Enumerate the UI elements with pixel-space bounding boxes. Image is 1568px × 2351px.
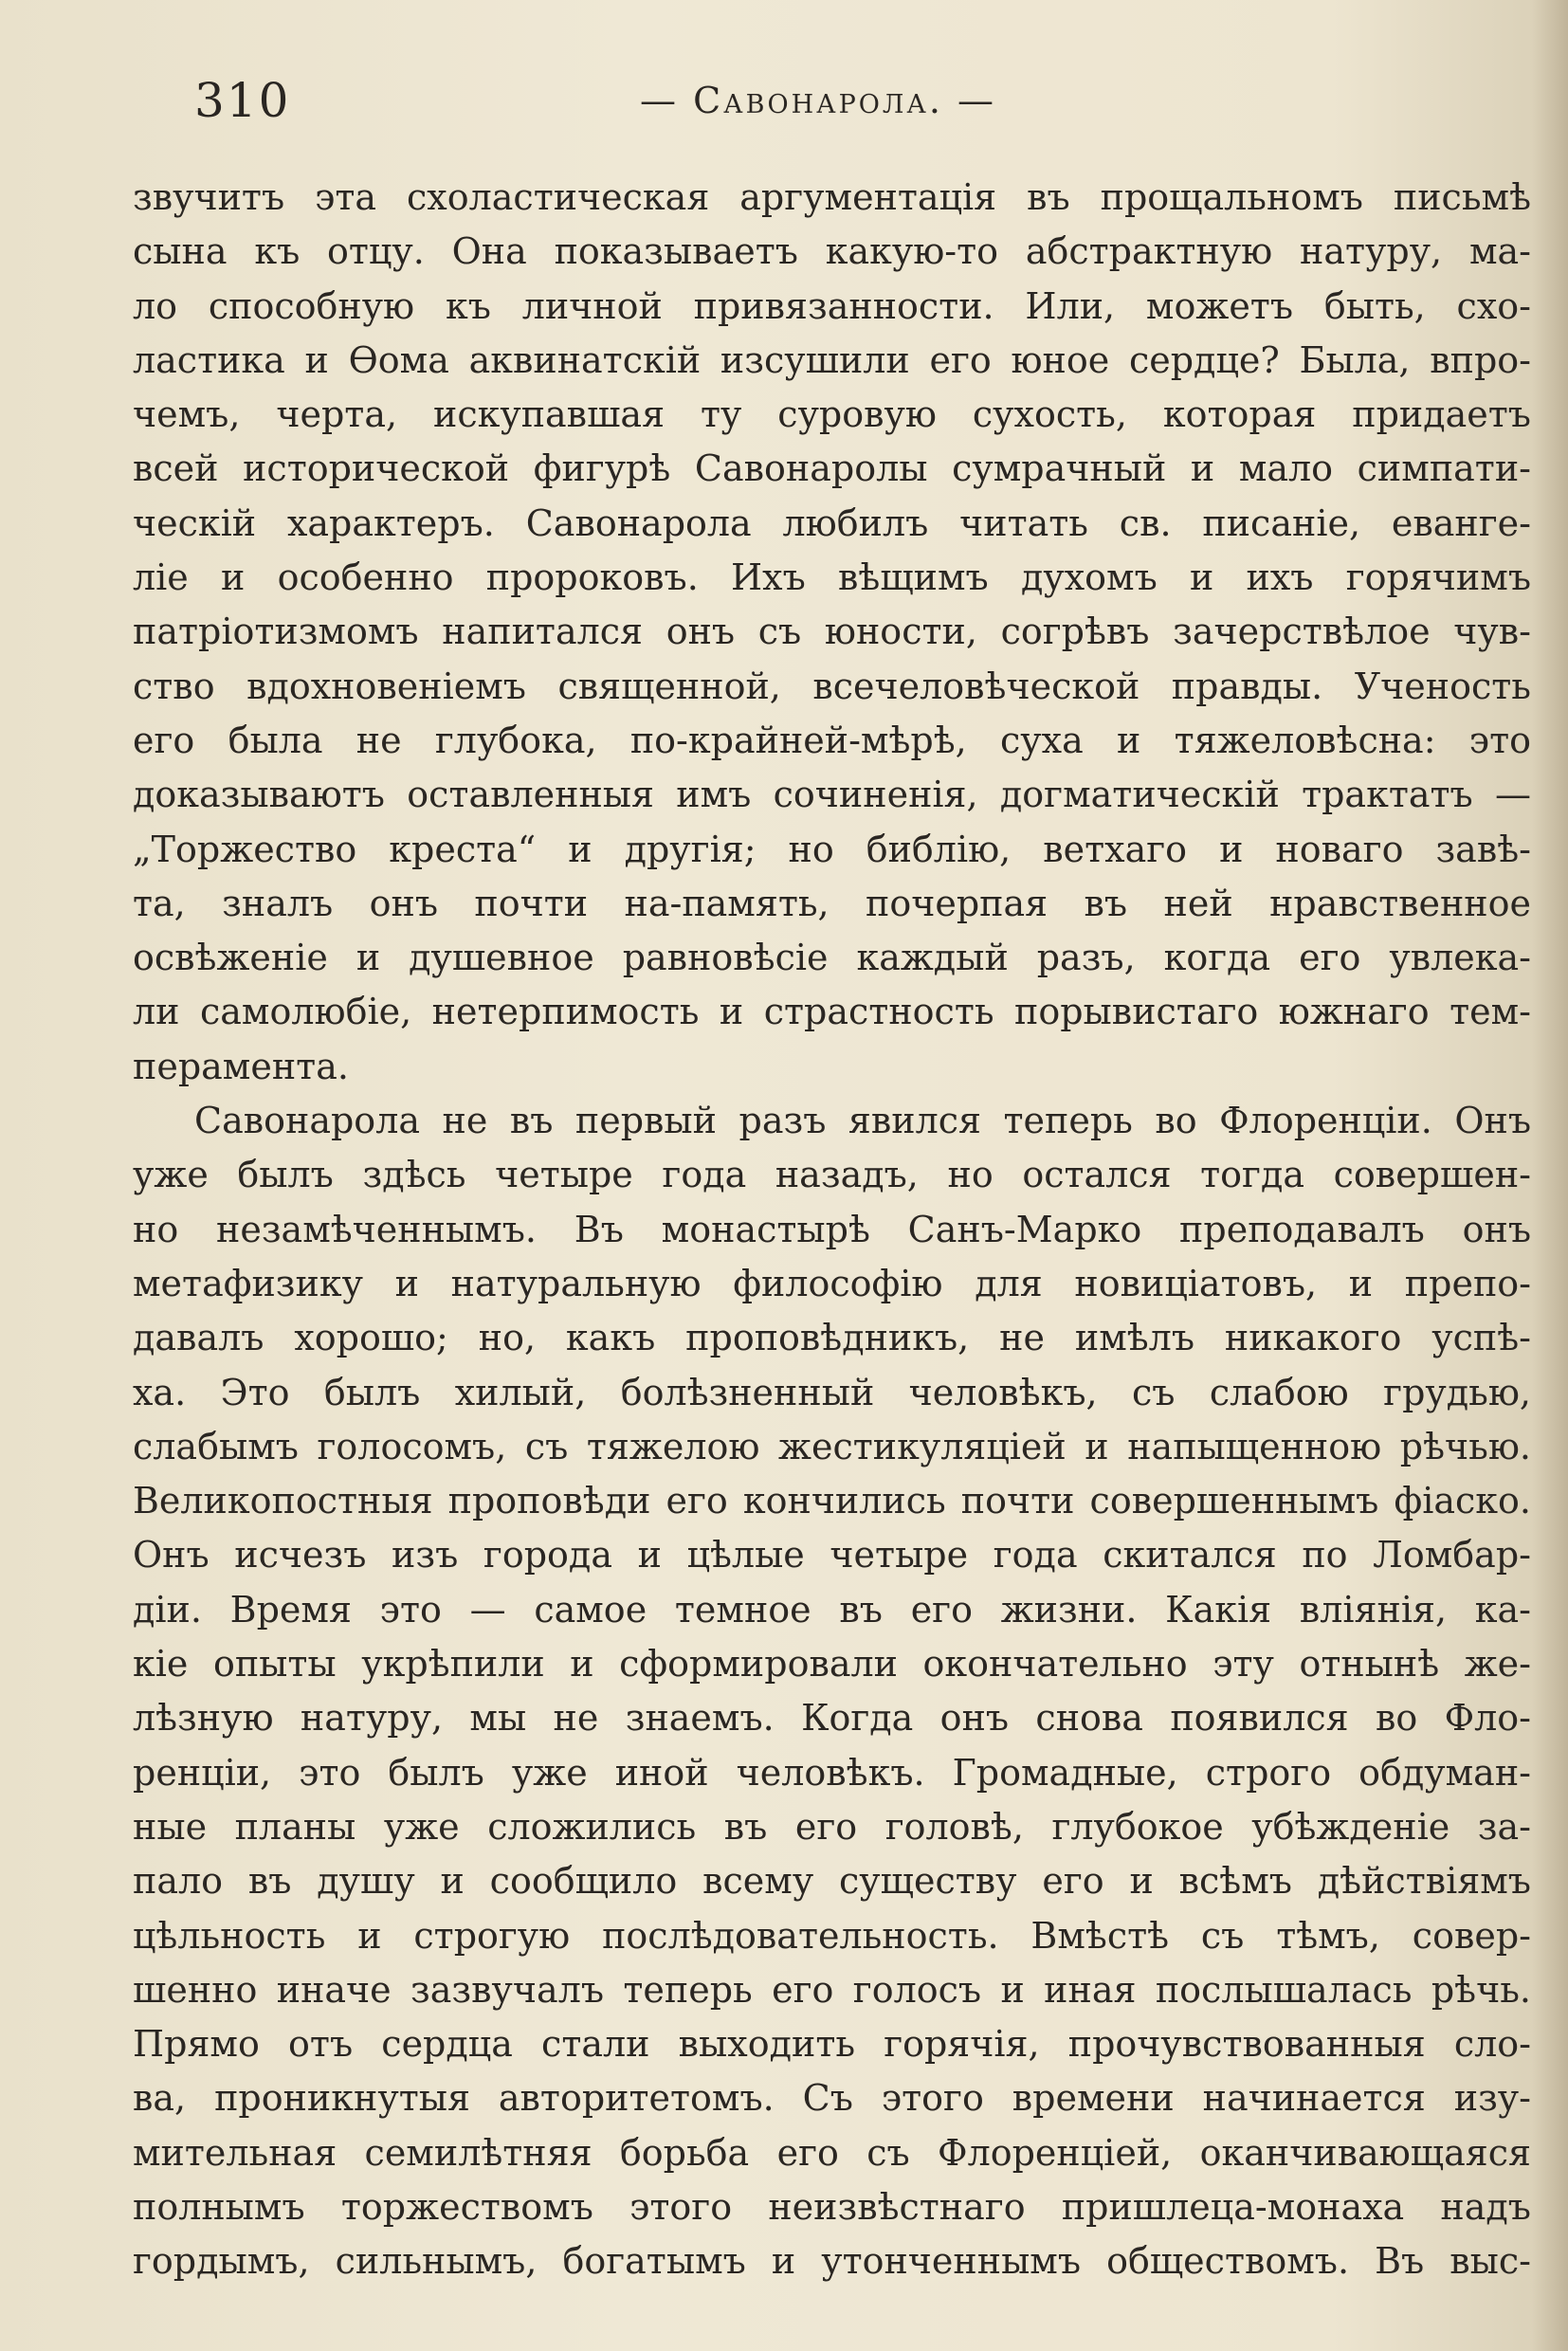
text-line: цѣльность и строгую послѣдовательность. Вмѣстѣ съ тѣмъ, совер- [133, 1914, 1531, 1957]
text-line: діи. Время это — самое темное въ его жизни. Какія вліянія, ка- [133, 1588, 1531, 1631]
running-title: — Савонарола. — [640, 80, 997, 121]
text-line: Великопостныя проповѣди его кончились почти совершеннымъ фіаско. [133, 1480, 1531, 1522]
text-line: лѣзную натуру, мы не знаемъ. Когда онъ снова появился во Фло- [133, 1697, 1531, 1740]
text-line: ло способную къ личной привязанности. Или, можетъ быть, схо- [133, 284, 1531, 327]
text-line: пало въ душу и сообщило всему существу его и всѣмъ дѣйствіямъ [133, 1860, 1531, 1903]
page-number: 310 [194, 73, 291, 128]
text-line: ліе и особенно пророковъ. Ихъ вѣщимъ духомъ и ихъ горячимъ [133, 556, 1531, 599]
paragraph-first-line: Савонарола не въ первый разъ явился теперь во Флоренціи. Онъ [194, 1100, 1531, 1142]
text-line: ческій характеръ. Савонарола любилъ читать св. писаніе, еванге- [133, 501, 1531, 544]
text-line: ные планы уже сложились въ его головѣ, глубокое убѣжденіе за- [133, 1805, 1531, 1848]
paragraph-end-line: перамента. [133, 1045, 349, 1087]
text-line: метафизику и натуральную философію для новиціатовъ, и препо- [133, 1262, 1531, 1304]
text-line: кіе опыты укрѣпили и сформировали окончательно эту отнынѣ же- [133, 1643, 1531, 1686]
text-line: освѣженіе и душевное равновѣсіе каждый разъ, когда его увлека- [133, 937, 1531, 979]
text-line: патріотизмомъ напитался онъ съ юности, согрѣвъ зачерствѣлое чув- [133, 611, 1531, 653]
text-line: ха. Это былъ хилый, болѣзненный человѣкъ, съ слабою грудью, [133, 1371, 1531, 1413]
page-header [194, 72, 1541, 129]
text-line: всей исторической фигурѣ Савонаролы сумрачный и мало симпати- [133, 447, 1531, 490]
text-line: ластика и Ѳома аквинатскій изсушили его юное сердце? Была, впро- [133, 338, 1531, 381]
text-line: но незамѣченнымъ. Въ монастырѣ Санъ-Марко преподавалъ онъ [133, 1208, 1531, 1250]
text-line: звучитъ эта схоластическая аргументація въ прощальномъ письмѣ [133, 176, 1531, 218]
text-line: шенно иначе зазвучалъ теперь его голосъ и иная послышалась рѣчь. [133, 1968, 1531, 2011]
text-line: ли самолюбіе, нетерпимость и страстность порывистаго южнаго тем- [133, 991, 1531, 1033]
text-line: „Торжество креста“ и другія; но библію, ветхаго и новаго завѣ- [133, 828, 1531, 870]
page-gutter-shadow [1532, 0, 1568, 2351]
text-line: ренціи, это былъ уже иной человѣкъ. Громадные, строго обдуман- [133, 1751, 1531, 1794]
text-line: его была не глубока, по-крайней-мѣрѣ, суха и тяжеловѣсна: это [133, 719, 1531, 761]
text-line: давалъ хорошо; но, какъ проповѣдникъ, не имѣлъ никакого успѣ- [133, 1317, 1531, 1359]
text-line: ство вдохновеніемъ священной, всечеловѣческой правды. Ученость [133, 665, 1531, 707]
body-text [133, 171, 1531, 2289]
text-line: гордымъ, сильнымъ, богатымъ и утонченнымъ обществомъ. Въ выс- [133, 2240, 1531, 2283]
text-line: слабымъ голосомъ, съ тяжелою жестикуляціей и напыщенною рѣчью. [133, 1425, 1531, 1467]
text-line: Онъ исчезъ изъ города и цѣлые четыре года скитался по Ломбар- [133, 1534, 1531, 1576]
text-line: мительная семилѣтняя борьба его съ Флоренціей, оканчивающаяся [133, 2131, 1531, 2174]
text-line: уже былъ здѣсь четыре года назадъ, но остался тогда совершен- [133, 1154, 1531, 1196]
text-line: та, зналъ онъ почти на-память, почерпая въ ней нравственное [133, 882, 1531, 924]
text-line: сына къ отцу. Она показываетъ какую-то абстрактную натуру, ма- [133, 230, 1531, 273]
text-line: чемъ, черта, искупавшая ту суровую сухость, которая придаетъ [133, 393, 1531, 436]
text-line: Прямо отъ сердца стали выходить горячія, прочувствованныя сло- [133, 2023, 1531, 2066]
text-line: доказываютъ оставленныя имъ сочиненія, догматическій трактатъ — [133, 774, 1531, 816]
text-line: ва, проникнутыя авторитетомъ. Съ этого времени начинается изу- [133, 2077, 1531, 2120]
text-line: полнымъ торжествомъ этого неизвѣстнаго пришлеца-монаха надъ [133, 2185, 1531, 2228]
